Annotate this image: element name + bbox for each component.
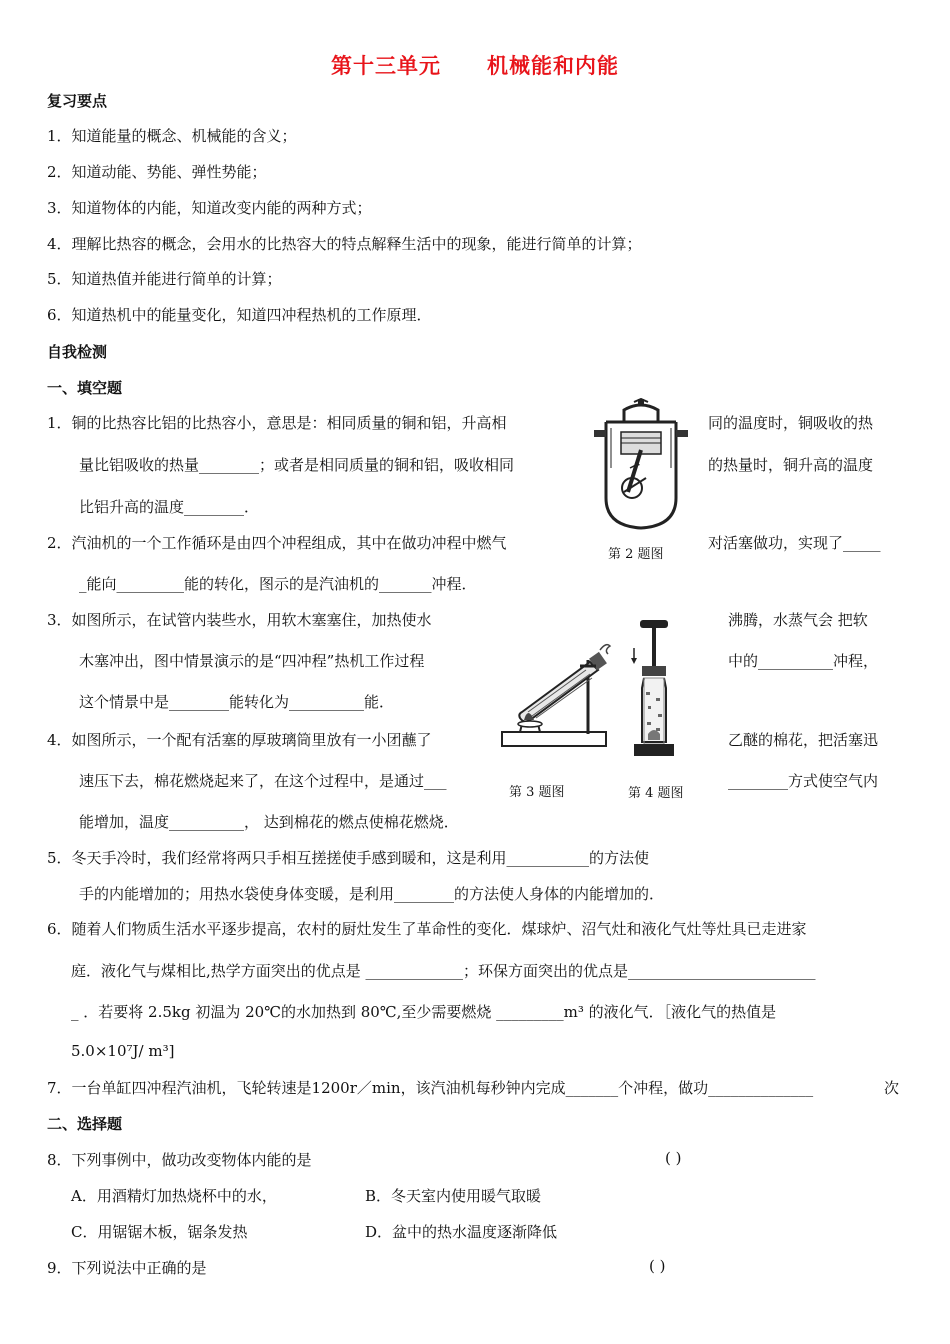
q9-stem: 9．下列说法中正确的是 xyxy=(47,1259,207,1277)
q4-line1: 4．如图所示，一个配有活塞的厚玻璃筒里放有一小团蘸了 xyxy=(47,731,432,749)
review-item: 2．知道动能、势能、弹性势能； xyxy=(47,163,267,181)
q4-figure-caption: 第 4 题图 xyxy=(628,786,684,801)
q8-option-c: C．用锯锯木板，锯条发热 xyxy=(71,1223,248,1241)
q4-line2: 速压下去，棉花燃烧起来了，在这个过程中，是通过___ xyxy=(79,772,447,790)
q4-line3: 能增加，温度__________， 达到棉花的燃点使棉花燃烧． xyxy=(79,813,459,831)
q2-line1-right: 对活塞做功，实现了_____ xyxy=(708,534,881,552)
q9-answer-blank: ( ) xyxy=(649,1257,666,1275)
q3-line2-right: 中的__________冲程， xyxy=(728,652,879,670)
q3-line3: 这个情景中是________能转化为__________能． xyxy=(79,693,395,711)
q3-line2: 木塞冲出，图中情景演示的是“四冲程”热机工作过程 xyxy=(79,652,425,670)
review-item: 3．知道物体的内能，知道改变内能的两种方式； xyxy=(47,199,372,217)
page-title-unit: 第十三单元 xyxy=(331,54,441,78)
review-item: 1．知道能量的概念、机械能的含义； xyxy=(47,127,297,145)
q8-option-a: A．用酒精灯加热烧杯中的水， xyxy=(71,1187,277,1205)
review-item: 6．知道热机中的能量变化，知道四冲程热机的工作原理． xyxy=(47,306,432,324)
q8-option-b: B．冬天室内使用暖气取暖 xyxy=(365,1187,542,1205)
q6-line1: 6．随着人们物质生活水平逐步提高，农村的厨灶发生了革命性的变化．煤球炉、沼气灶和液化气灶等灶具已走进家 xyxy=(47,920,807,938)
q6-line3: _ ．若要将 2.5kg 初温为 20℃的水加热到 80℃,至少需要燃烧 _________m³ 的液化气．［液化气的热值是 xyxy=(71,1003,777,1021)
q2-figure-caption: 第 2 题图 xyxy=(608,547,664,562)
test-tube-figure xyxy=(500,640,612,752)
q1-line3: 比铝升高的温度________． xyxy=(79,498,260,516)
q7-line1-end: 次 xyxy=(884,1079,900,1097)
q2-line2: _能向_________能的转化，图示的是汽油机的_______冲程． xyxy=(79,575,477,593)
q3-figure-caption: 第 3 题图 xyxy=(509,785,565,800)
page-title-topic: 机械能和内能 xyxy=(487,54,619,78)
q1-line1-right: 同的温度时，铜吸收的热 xyxy=(708,414,874,432)
q6-line4: 5.0×10⁷J/ m³] xyxy=(71,1042,175,1060)
q1-line2-right: 的热量时，铜升高的温度 xyxy=(708,456,874,474)
review-heading: 复习要点 xyxy=(47,92,108,110)
q1-line1: 1．铜的比热容比铝的比热容小，意思是：相同质量的铜和铝，升高相 xyxy=(47,414,507,432)
q3-line1: 3．如图所示，在试管内装些水，用软木塞塞住，加热使水 xyxy=(47,611,432,629)
choice-heading: 二、选择题 xyxy=(47,1115,123,1133)
review-item: 4．理解比热容的概念，会用水的比热容大的特点解释生活中的现象，能进行简单的计算； xyxy=(47,235,642,253)
q5-line2: 手的内能增加的；用热水袋使身体变暖，是利用________的方法使人身体的内能增加的． xyxy=(79,885,665,903)
q4-line1-right: 乙醚的棉花，把活塞迅 xyxy=(728,731,879,749)
engine-cylinder-figure xyxy=(594,398,688,532)
q4-line2-right: ________方式使空气内 xyxy=(728,772,879,790)
piston-cylinder-figure xyxy=(626,618,682,764)
q1-line2: 量比铝吸收的热量________；或者是相同质量的铜和铝，吸收相同 xyxy=(79,456,515,474)
review-item: 5．知道热值并能进行简单的计算； xyxy=(47,270,282,288)
q8-stem: 8．下列事例中，做功改变物体内能的是 xyxy=(47,1151,312,1169)
q3-line1-right: 沸腾，水蒸气会 把软 xyxy=(728,611,868,629)
selfcheck-heading: 自我检测 xyxy=(47,343,108,361)
q6-line2: 庭．液化气与煤相比,热学方面突出的优点是 _____________；环保方面突出的优点是_________________________ xyxy=(71,962,816,980)
q8-option-d: D．盆中的热水温度逐渐降低 xyxy=(365,1223,558,1241)
q7-line1: 7．一台单缸四冲程汽油机，飞轮转速是1200r／min，该汽油机每秒钟内完成_______个冲程，做功______________ xyxy=(47,1079,814,1097)
fill-heading: 一、填空题 xyxy=(47,379,123,397)
q2-line1: 2．汽油机的一个工作循环是由四个冲程组成，其中在做功冲程中燃气 xyxy=(47,534,507,552)
q8-answer-blank: ( ) xyxy=(665,1149,682,1167)
q5-line1: 5．冬天手冷时，我们经常将两只手相互搓搓使手感到暖和，这是利用___________的方法使 xyxy=(47,849,650,867)
